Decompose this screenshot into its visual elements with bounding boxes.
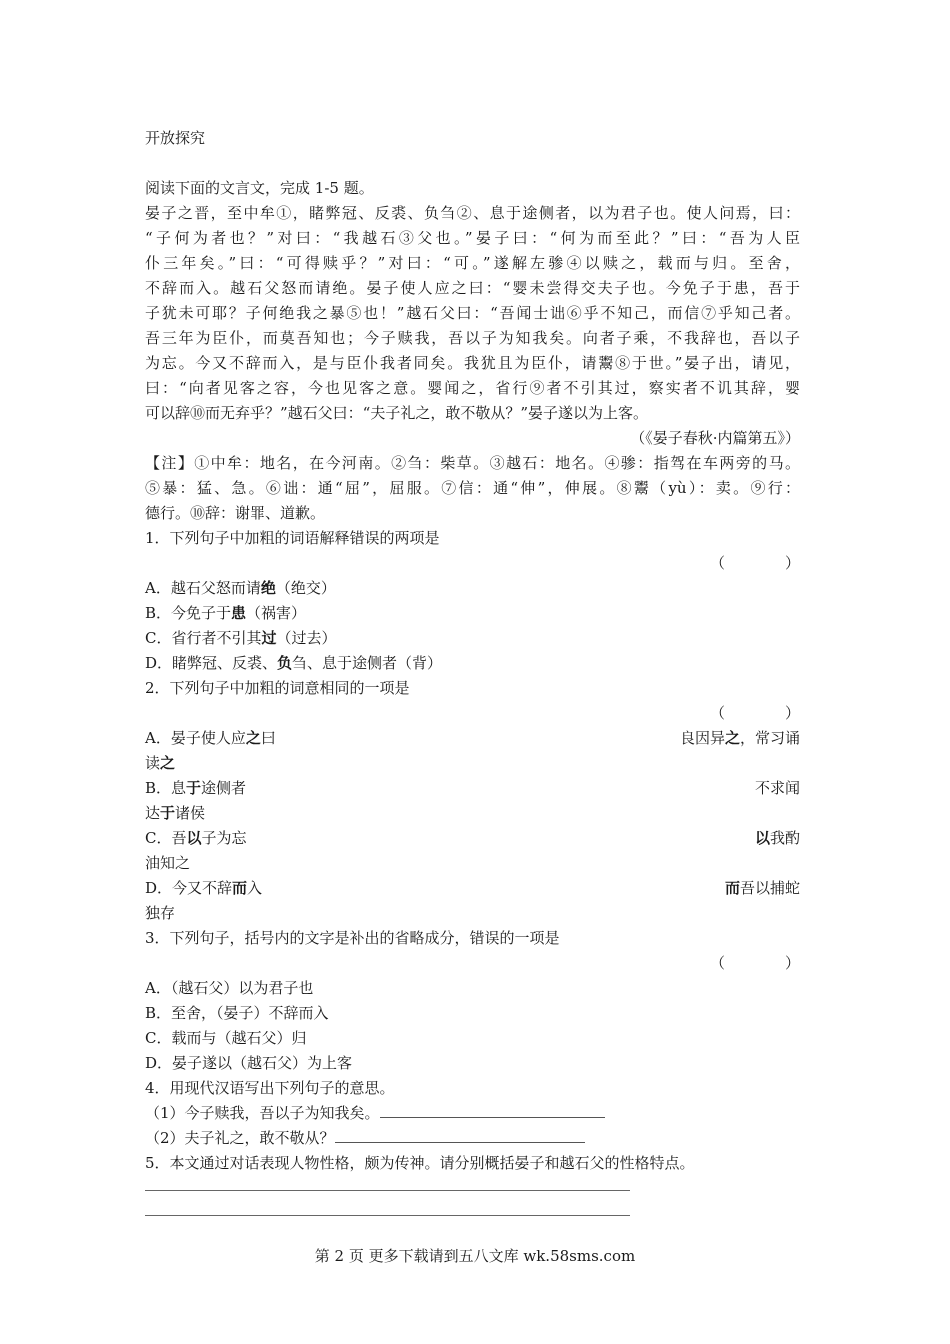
q3-option-b: B．至舍，（晏子）不辞而入: [145, 1004, 329, 1022]
passage-line: 曰：“向者见客之容，今也见客之意。婴闻之，省行⑨者不引其过，察实者不讥其辞，婴: [145, 379, 800, 397]
q2-option-d-wrap: 独存: [145, 904, 176, 922]
question-3-stem: 3．下列句子，括号内的文字是补出的省略成分，错误的一项是: [145, 929, 560, 947]
question-2-stem: 2．下列句子中加粗的词意相同的一项是: [145, 679, 410, 697]
q2-option-a-right: 良因异之，常习诵: [679, 729, 800, 747]
q2-option-c-right: 以我酌: [754, 829, 800, 847]
q3-option-d: D．晏子遂以（越石父）为上客: [145, 1054, 353, 1072]
q3-option-c: C．载而与（越石父）归: [145, 1029, 307, 1047]
notes-line: 【注】①中牟：地名，在今河南。②刍：柴草。③越石：地名。④骖：指驾在车两旁的马。: [145, 454, 800, 472]
instruction: 阅读下面的文言文，完成 1-5 题。: [145, 179, 374, 197]
q2-option-d-left: D．今又不辞而入: [145, 879, 263, 897]
passage-line: “子何为者也？”对曰：“我越石③父也。”晏子曰：“何为而至此？”曰：“吾为人臣: [145, 229, 800, 247]
passage-line: 可以辞⑩而无弃乎？”越石父曰：“夫子礼之，敢不敬从？”晏子遂以为上客。: [145, 404, 649, 422]
answer-paren: （ ）: [709, 554, 800, 572]
passage-line: 不辞而入。越石父怒而请绝。晏子使人应之曰：“婴未尝得交夫子也。今免子于患，吾于: [145, 279, 800, 297]
q2-option-c-left: C．吾以子为忘: [145, 829, 247, 847]
question-1-stem: 1．下列句子中加粗的词语解释错误的两项是: [145, 529, 440, 547]
passage-line: 晏子之晋，至中牟①，睹弊冠、反裘、负刍②、息于途侧者，以为君子也。使人问焉，曰：: [145, 204, 800, 222]
question-4-stem: 4．用现代汉语写出下列句子的意思。: [145, 1079, 395, 1097]
q2-option-b-wrap: 达于诸侯: [145, 804, 206, 822]
answer-line[interactable]: [145, 1215, 630, 1216]
passage-line: 子犹未可耶？子何绝我之暴⑤也！”越石父曰：“吾闻士诎⑥乎不知己，而信⑦乎知己者。: [145, 304, 800, 322]
notes-line: 德行。⑩辞：谢罪、道歉。: [145, 504, 326, 522]
notes-line: ⑤暴：猛、急。⑥诎：通“屈”，屈服。⑦信：通“伸”，伸展。⑧鬻（yù）：卖。⑨行：: [145, 479, 800, 497]
answer-blank[interactable]: [380, 1101, 605, 1118]
q3-option-a: A．（越石父）以为君子也: [145, 979, 314, 997]
answer-blank[interactable]: [335, 1126, 585, 1143]
answer-paren: （ ）: [709, 704, 800, 722]
answer-line[interactable]: [145, 1190, 630, 1191]
passage-line: 吾三年为臣仆，而莫吾知也；今子赎我，吾以子为知我矣。向者子乘，不我辞也，吾以子: [145, 329, 800, 347]
passage-line: 为忘。今又不辞而入，是与臣仆我者同矣。我犹且为臣仆，请鬻⑧于世。”晏子出，请见，: [145, 354, 800, 372]
q1-option-d: D．睹弊冠、反裘、负刍、息于途侧者（背）: [145, 654, 443, 672]
q2-option-d-right: 而吾以捕蛇: [724, 879, 800, 897]
page-footer: 第 2 页 更多下载请到五八文库 wk.58sms.com: [314, 1247, 636, 1265]
q2-option-b-left: B．息于途侧者: [145, 779, 247, 797]
source-citation: （《晏子春秋·内篇第五》）: [630, 429, 800, 447]
answer-paren: （ ）: [709, 954, 800, 972]
q2-option-c-wrap: 油知之: [145, 854, 191, 872]
q2-option-a-left: A．晏子使人应之曰: [145, 729, 276, 747]
q1-option-a: A．越石父怒而请绝（绝交）: [145, 579, 336, 597]
question-5-stem: 5．本文通过对话表现人物性格，颇为传神。请分别概括晏子和越石父的性格特点。: [145, 1154, 695, 1172]
q1-option-b: B．今免子于患（祸害）: [145, 604, 307, 622]
section-title: 开放探究: [145, 129, 206, 147]
q2-option-b-right: 不求闻: [754, 779, 800, 797]
q4-item-2: （2）夫子礼之，敢不敬从？: [145, 1126, 585, 1150]
q1-option-c: C．省行者不引其过（过去）: [145, 629, 337, 647]
q4-item-1: （1）今子赎我，吾以子为知我矣。: [145, 1101, 605, 1125]
passage-line: 仆三年矣。”曰：“可得赎乎？”对曰：“可。”遂解左骖④以赎之，载而与归。至舍，: [145, 254, 800, 272]
q2-option-a-wrap: 读之: [145, 754, 176, 772]
